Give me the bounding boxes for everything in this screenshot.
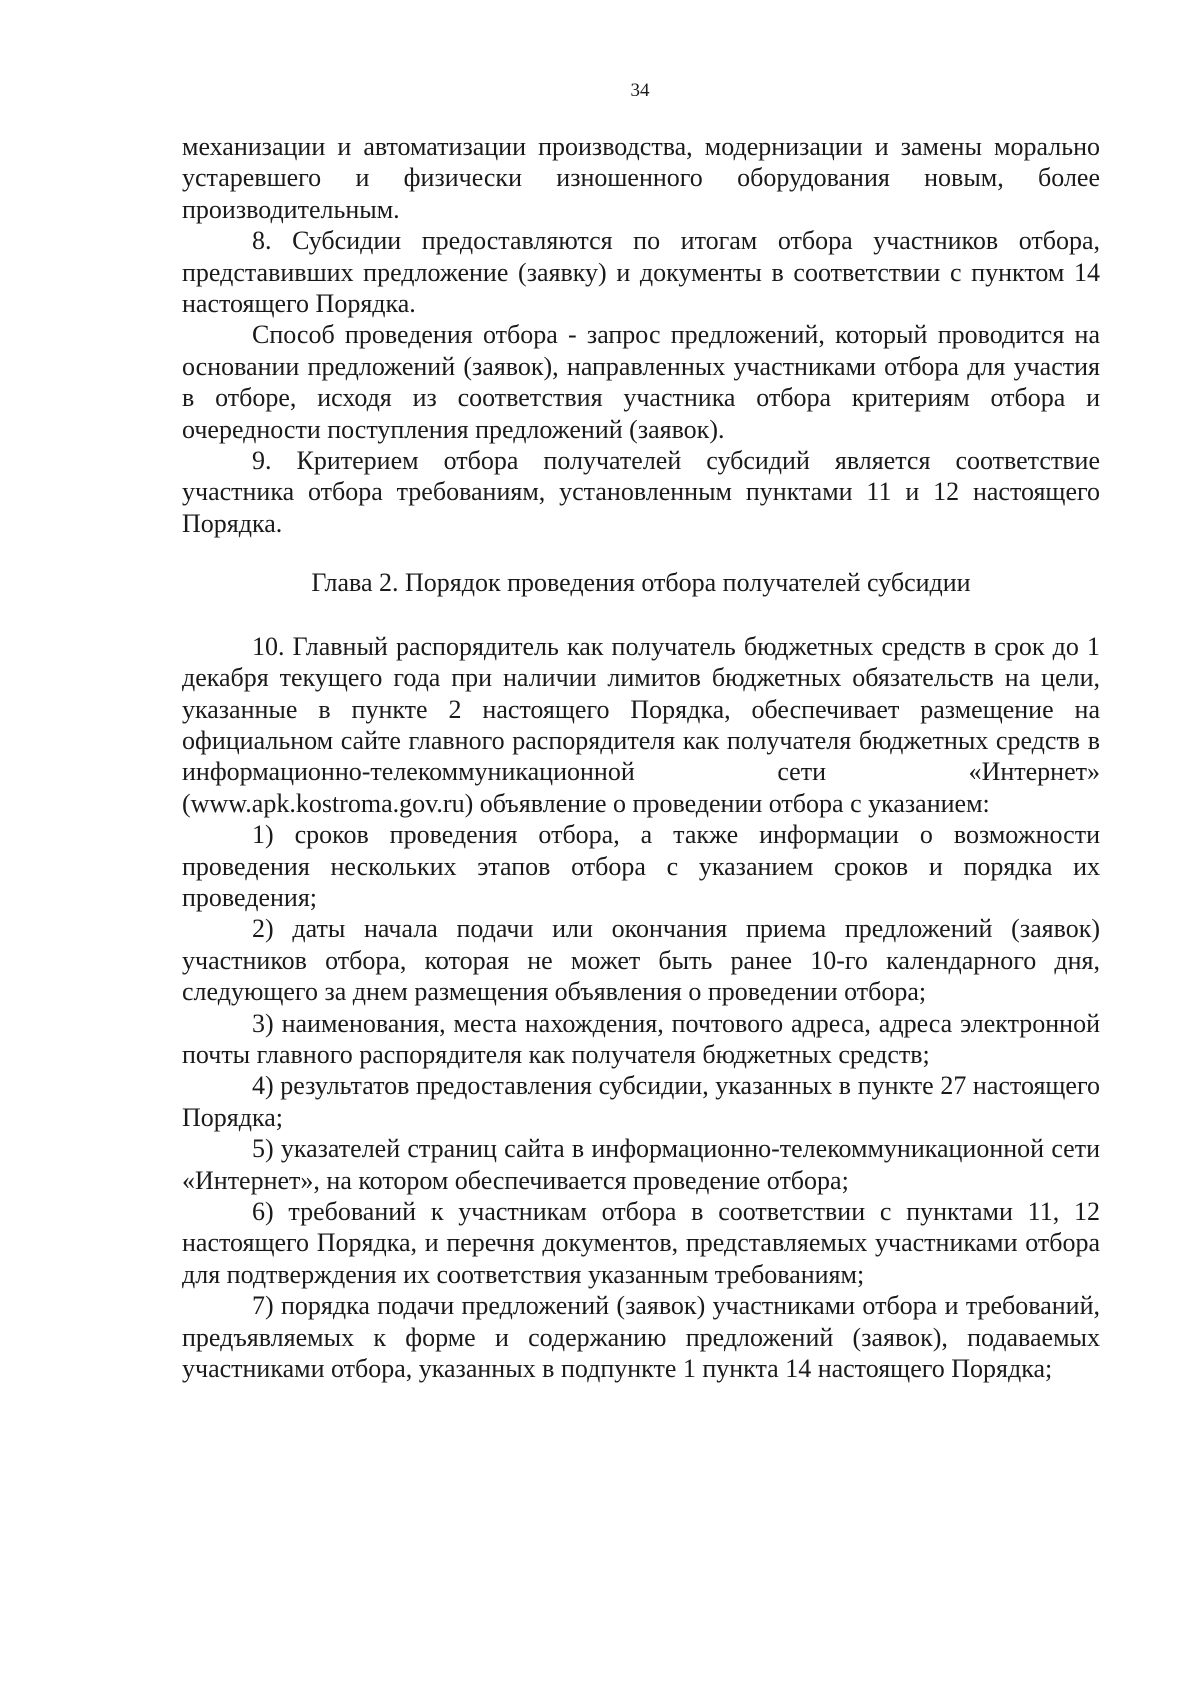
page-number: 34 xyxy=(630,80,650,101)
section-before-heading xyxy=(182,131,1100,539)
paragraph: Способ проведения отбора - запрос предложений, который проводится на основании предложений (заявок), направленных участниками отбора для участия в отборе, исходя из соответствия участника отбора критериям отбора и очередности поступления предложений (заявок). xyxy=(182,320,1100,444)
section-after-heading xyxy=(182,631,1100,1385)
paragraph: 6) требований к участникам отбора в соответствии с пунктами 11, 12 настоящего Порядка, и перечня документов, представляемых участниками отбора для подтверждения их соответствия указанным требованиям; xyxy=(182,1197,1100,1289)
paragraph: 7) порядка подачи предложений (заявок) участниками отбора и требований, предъявляемых к форме и содержанию предложений (заявок), подаваемых участниками отбора, указанных в подпункте 1 пункта 14 настоящего Порядка; xyxy=(182,1291,1100,1384)
paragraph: 4) результатов предоставления субсидии, указанных в пункте 27 настоящего Порядка; xyxy=(182,1071,1100,1132)
chapter-heading: Глава 2. Порядок проведения отбора получателей субсидии xyxy=(311,568,971,598)
paragraph: 8. Субсидии предоставляются по итогам отбора участников отбора, представивших предложение (заявку) и документы в соответствии с пунктом 14 настоящего Порядка. xyxy=(182,226,1100,319)
document-body xyxy=(182,131,1100,1384)
paragraph: 9. Критерием отбора получателей субсидий является соответствие участника отбора требованиям, установленным пунктами 11 и 12 настоящего Порядка. xyxy=(182,446,1100,538)
paragraph: механизации и автоматизации производства, модернизации и замены морально устаревшего и физически изношенного оборудования новым, более производительным. xyxy=(182,132,1100,224)
paragraph: 3) наименования, места нахождения, почтового адреса, адреса электронной почты главного распорядителя как получателя бюджетных средств; xyxy=(182,1008,1100,1069)
paragraph: 5) указателей страниц сайта в информационно-телекоммуникационной сети «Интернет», на котором обеспечивается проведение отбора; xyxy=(182,1134,1100,1195)
paragraph: 1) сроков проведения отбора, а также информации о возможности проведения нескольких этапов отбора с указанием сроков и порядка их проведения; xyxy=(182,820,1100,912)
paragraph: 10. Главный распорядитель как получатель бюджетных средств в срок до 1 декабря текущего года при наличии лимитов бюджетных обязательств на цели, указанные в пункте 2 настоящего Порядка, обеспечивает размещение на официальном сайте главного распорядителя как получателя бюджетных средств в информационно-телекоммуникационной сети «Интернет» (www.apk.kostroma.gov.ru) объявление о проведении отбора с указанием: xyxy=(182,631,1100,818)
paragraph: 2) даты начала подачи или окончания приема предложений (заявок) участников отбора, которая не может быть ранее 10-го календарного дня, следующего за днем размещения объявления о проведении отбора; xyxy=(182,914,1100,1007)
